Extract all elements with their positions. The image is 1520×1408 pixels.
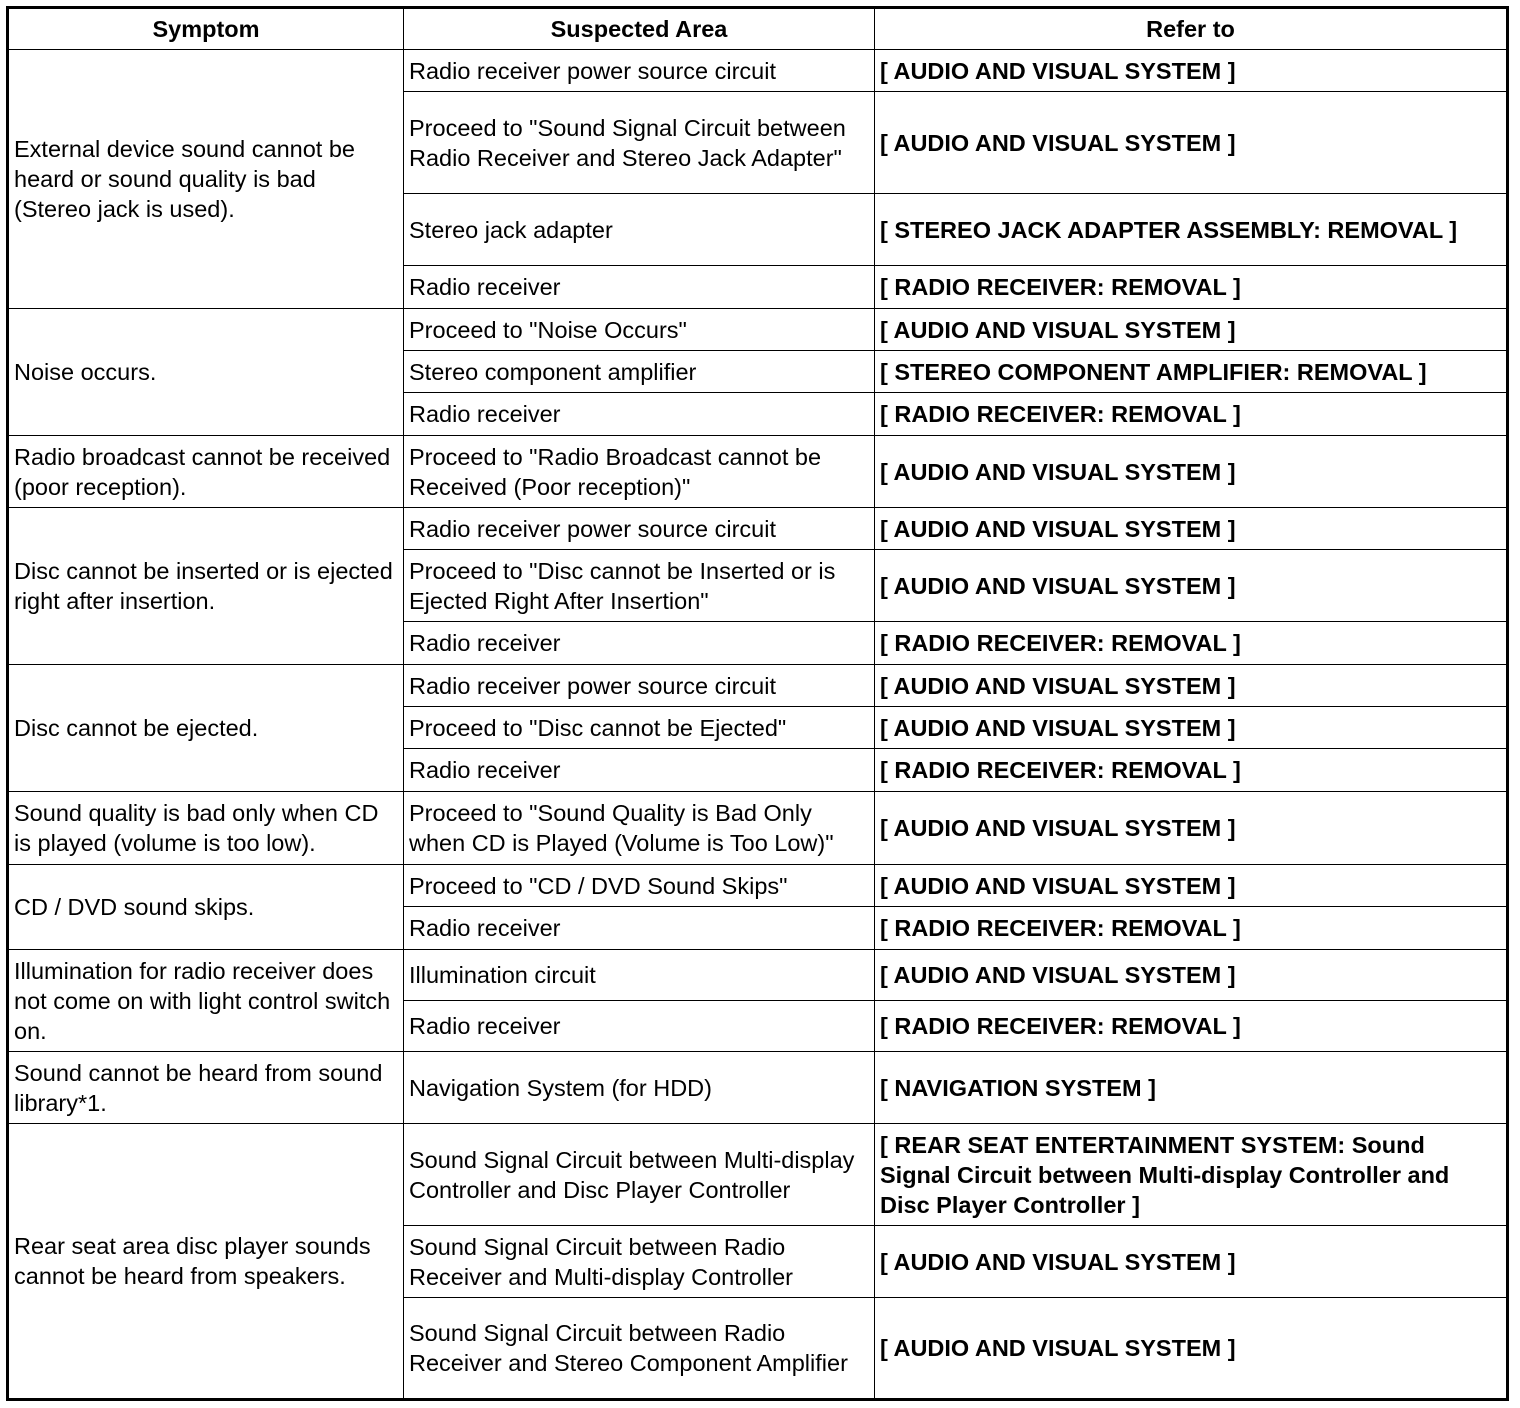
table-row	[8, 865, 1508, 907]
refer-to-cell: [ STEREO COMPONENT AMPLIFIER: REMOVAL ]	[875, 351, 1508, 393]
suspected-area-cell: Illumination circuit	[404, 950, 875, 1001]
table-row	[8, 1052, 1508, 1124]
refer-to-cell: [ AUDIO AND VISUAL SYSTEM ]	[875, 950, 1508, 1001]
refer-to-cell: [ AUDIO AND VISUAL SYSTEM ]	[875, 1226, 1508, 1298]
header-suspected-area: Suspected Area	[404, 8, 875, 50]
suspected-area-cell: Proceed to "Sound Quality is Bad Only when CD is Played (Volume is Too Low)"	[404, 792, 875, 865]
header-row	[8, 8, 1508, 50]
suspected-area-cell: Radio receiver	[404, 266, 875, 309]
symptom-cell: CD / DVD sound skips.	[8, 865, 404, 950]
table-row	[8, 508, 1508, 550]
suspected-area-cell: Proceed to "Disc cannot be Ejected"	[404, 707, 875, 749]
table-row	[8, 436, 1508, 508]
refer-to-cell: [ AUDIO AND VISUAL SYSTEM ]	[875, 436, 1508, 508]
symptom-cell: Illumination for radio receiver does not come on with light control switch on.	[8, 950, 404, 1052]
suspected-area-cell: Proceed to "Sound Signal Circuit between Radio Receiver and Stereo Jack Adapter"	[404, 92, 875, 194]
suspected-area-cell: Radio receiver	[404, 622, 875, 665]
symptom-cell: Sound cannot be heard from sound library*1.	[8, 1052, 404, 1124]
symptom-cell: Disc cannot be ejected.	[8, 665, 404, 792]
refer-to-cell: [ RADIO RECEIVER: REMOVAL ]	[875, 1001, 1508, 1052]
symptom-cell: Radio broadcast cannot be received (poor reception).	[8, 436, 404, 508]
suspected-area-cell: Sound Signal Circuit between Multi-display Controller and Disc Player Controller	[404, 1124, 875, 1226]
refer-to-cell: [ AUDIO AND VISUAL SYSTEM ]	[875, 309, 1508, 351]
table-row	[8, 309, 1508, 351]
suspected-area-cell: Radio receiver	[404, 749, 875, 792]
refer-to-cell: [ RADIO RECEIVER: REMOVAL ]	[875, 622, 1508, 665]
symptom-cell: Noise occurs.	[8, 309, 404, 436]
refer-to-cell: [ NAVIGATION SYSTEM ]	[875, 1052, 1508, 1124]
suspected-area-cell: Radio receiver	[404, 1001, 875, 1052]
refer-to-cell: [ AUDIO AND VISUAL SYSTEM ]	[875, 707, 1508, 749]
table-row	[8, 1124, 1508, 1226]
refer-to-cell: [ RADIO RECEIVER: REMOVAL ]	[875, 393, 1508, 436]
suspected-area-cell: Proceed to "CD / DVD Sound Skips"	[404, 865, 875, 907]
refer-to-cell: [ AUDIO AND VISUAL SYSTEM ]	[875, 92, 1508, 194]
table-body	[8, 50, 1508, 1400]
refer-to-cell: [ AUDIO AND VISUAL SYSTEM ]	[875, 550, 1508, 622]
refer-to-cell: [ AUDIO AND VISUAL SYSTEM ]	[875, 508, 1508, 550]
refer-to-cell: [ RADIO RECEIVER: REMOVAL ]	[875, 907, 1508, 950]
suspected-area-cell: Sound Signal Circuit between Radio Receiver and Stereo Component Amplifier	[404, 1298, 875, 1400]
symptom-cell: External device sound cannot be heard or sound quality is bad (Stereo jack is used).	[8, 50, 404, 309]
suspected-area-cell: Sound Signal Circuit between Radio Receiver and Multi-display Controller	[404, 1226, 875, 1298]
header-refer-to: Refer to	[875, 8, 1508, 50]
suspected-area-cell: Proceed to "Radio Broadcast cannot be Received (Poor reception)"	[404, 436, 875, 508]
refer-to-cell: [ AUDIO AND VISUAL SYSTEM ]	[875, 865, 1508, 907]
refer-to-cell: [ STEREO JACK ADAPTER ASSEMBLY: REMOVAL ]	[875, 194, 1508, 266]
symptom-cell: Sound quality is bad only when CD is played (volume is too low).	[8, 792, 404, 865]
suspected-area-cell: Radio receiver	[404, 393, 875, 436]
suspected-area-cell: Stereo component amplifier	[404, 351, 875, 393]
suspected-area-cell: Radio receiver	[404, 907, 875, 950]
suspected-area-cell: Proceed to "Disc cannot be Inserted or is Ejected Right After Insertion"	[404, 550, 875, 622]
suspected-area-cell: Proceed to "Noise Occurs"	[404, 309, 875, 351]
suspected-area-cell: Radio receiver power source circuit	[404, 665, 875, 707]
table-row	[8, 950, 1508, 1001]
diagnosis-table	[6, 6, 1509, 1401]
refer-to-cell: [ AUDIO AND VISUAL SYSTEM ]	[875, 50, 1508, 92]
suspected-area-cell: Radio receiver power source circuit	[404, 508, 875, 550]
symptom-cell: Rear seat area disc player sounds cannot be heard from speakers.	[8, 1124, 404, 1400]
refer-to-cell: [ AUDIO AND VISUAL SYSTEM ]	[875, 792, 1508, 865]
refer-to-cell: [ AUDIO AND VISUAL SYSTEM ]	[875, 665, 1508, 707]
refer-to-cell: [ RADIO RECEIVER: REMOVAL ]	[875, 749, 1508, 792]
suspected-area-cell: Radio receiver power source circuit	[404, 50, 875, 92]
table-row	[8, 792, 1508, 865]
refer-to-cell: [ AUDIO AND VISUAL SYSTEM ]	[875, 1298, 1508, 1400]
refer-to-cell: [ RADIO RECEIVER: REMOVAL ]	[875, 266, 1508, 309]
table-row	[8, 665, 1508, 707]
suspected-area-cell: Stereo jack adapter	[404, 194, 875, 266]
refer-to-cell: [ REAR SEAT ENTERTAINMENT SYSTEM: Sound Signal Circuit between Multi-display Controller and Disc Player Controller ]	[875, 1124, 1508, 1226]
suspected-area-cell: Navigation System (for HDD)	[404, 1052, 875, 1124]
symptom-cell: Disc cannot be inserted or is ejected right after insertion.	[8, 508, 404, 665]
header-symptom: Symptom	[8, 8, 404, 50]
table-row	[8, 50, 1508, 92]
